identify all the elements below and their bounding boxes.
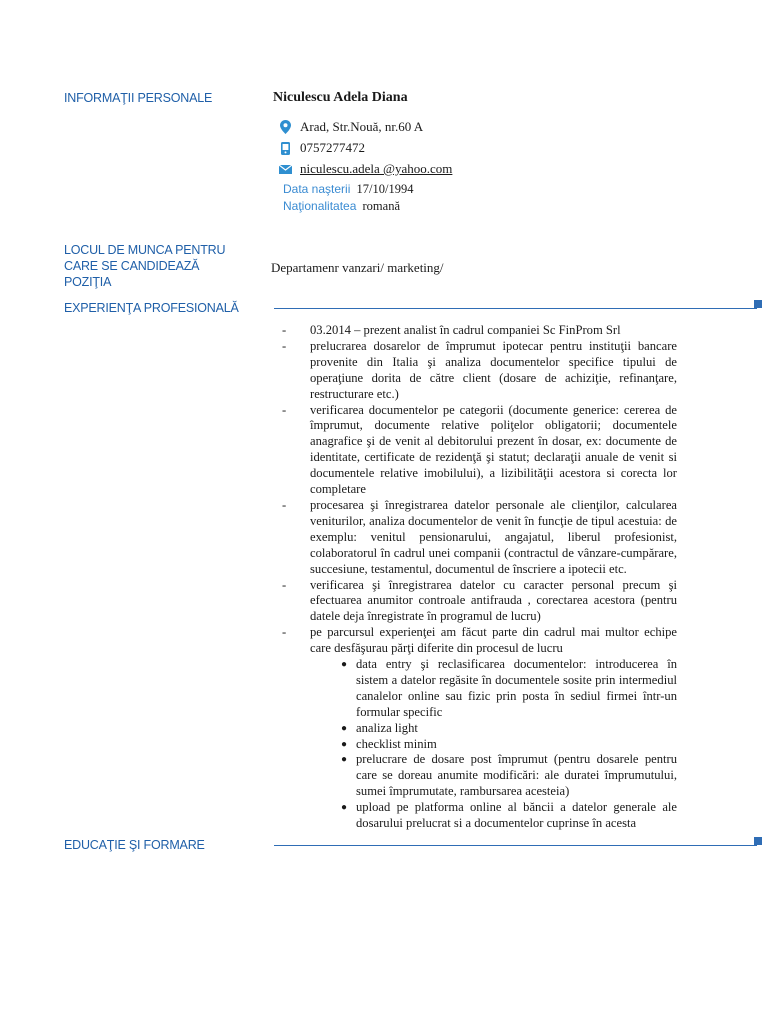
nationality-label: Naţionalitatea: [283, 199, 357, 213]
phone-text: 0757277472: [300, 140, 365, 155]
person-name: Niculescu Adela Diana: [273, 90, 408, 105]
list-subitem: ● analiza light: [340, 720, 418, 735]
list-item: - verificarea documentelor pe categorii (documente generice: cererea de împrumut, documente relative poliţelor obligatorii; documentele anagrafice şi de venit al debitorului prezent în dosar, ex: documente de identitate, certificate de rezidenţă şi statut; declaraţii anuale de venit si documentele relative imobilului), a lizibilităţii acestora si corecta lor completare: [282, 402, 677, 497]
list-item: - procesarea şi înregistrarea datelor personale ale clienţilor, calcularea veniturilor, analiza documentelor de venit în funcţie de tipul acestuia: de exemplu: venitul pensionarului, angajatul, liberul profesionist, colaboratorul în cadrul unei companii (contractul de vânzare-cumpărare, succesiune, testamentul, documentul de înscriere a ipotecii etc.: [282, 497, 677, 576]
list-item: - prelucrarea dosarelor de împrumut ipotecar pentru instituţii bancare provenite din Italia şi analiza documentelor specifice tipului de operaţiune dorita de către client (dosare de achiziţie, refinanţare, restructurare etc.): [282, 338, 677, 401]
phone-row: [278, 140, 365, 156]
location-pin-icon: [278, 120, 292, 134]
section-label-job-position: [64, 242, 225, 290]
experience-sublist: [332, 657, 677, 832]
list-subitem: ● prelucrare de dosare post împrumut (pentru dosarele pentru care se doreau anumite modificări: ale duratei împrumutului, sumei împrumutate, rambursarea acesteia): [340, 752, 677, 799]
job-label-line2: CARE SE CANDIDEAZĂ: [64, 259, 200, 273]
phone-icon: [278, 141, 292, 155]
address-text: Arad, Str.Nouă, nr.60 A: [300, 119, 424, 134]
section-label-education: EDUCAŢIE ŞI FORMARE: [64, 838, 205, 852]
birth-date-label: Data naşterii: [283, 182, 351, 196]
list-item: - verificarea şi înregistrarea datelor cu caracter personal precum şi efectuarea anumitor controale antifrauda , corectarea acestora (pentru datele deja înregistrate în programul de lucru): [282, 577, 677, 624]
list-item: - pe parcursul experienţei am făcut parte din cadrul mai multor echipe care desfăşurau părţi diferite din procesul de lucru: [282, 625, 677, 656]
education-divider-marker: [754, 837, 762, 845]
job-position-value: Departamenr vanzari/ marketing/: [271, 260, 444, 275]
list-subitem: ● checklist minim: [340, 736, 437, 751]
envelope-icon: [278, 162, 292, 176]
nationality-value: romană: [362, 199, 400, 213]
section-label-experience: EXPERIENŢA PROFESIONALĂ: [64, 301, 239, 315]
list-subitem: ● data entry şi reclasificarea documentelor: introducerea în sistem a datelor regăsite în documentele sosite prin intermediul canalelor online sau fizic prin posta în sediul firmei într-un formular specific: [340, 657, 677, 719]
birth-date-value: 17/10/1994: [356, 182, 414, 196]
nationality-row: [283, 198, 400, 214]
experience-list: [282, 323, 677, 832]
experience-divider-marker: [754, 300, 762, 308]
education-divider: [274, 845, 757, 846]
job-label-line3: POZIŢIA: [64, 275, 112, 289]
birth-date-row: [283, 181, 413, 197]
email-link[interactable]: niculescu.adela @yahoo.com: [300, 161, 453, 176]
section-label-personal: INFORMAŢII PERSONALE: [64, 91, 213, 105]
job-label-line1: LOCUL DE MUNCA PENTRU: [64, 243, 226, 257]
list-item: - 03.2014 – prezent analist în cadrul companiei Sc FinProm Srl: [282, 323, 621, 337]
email-row: [278, 161, 452, 177]
experience-divider: [274, 308, 757, 309]
list-subitem: ● upload pe platforma online al băncii a datelor generale ale dosarului prelucrat si a documentelor cuprinse în acesta: [340, 800, 677, 831]
address-row: [278, 119, 423, 135]
